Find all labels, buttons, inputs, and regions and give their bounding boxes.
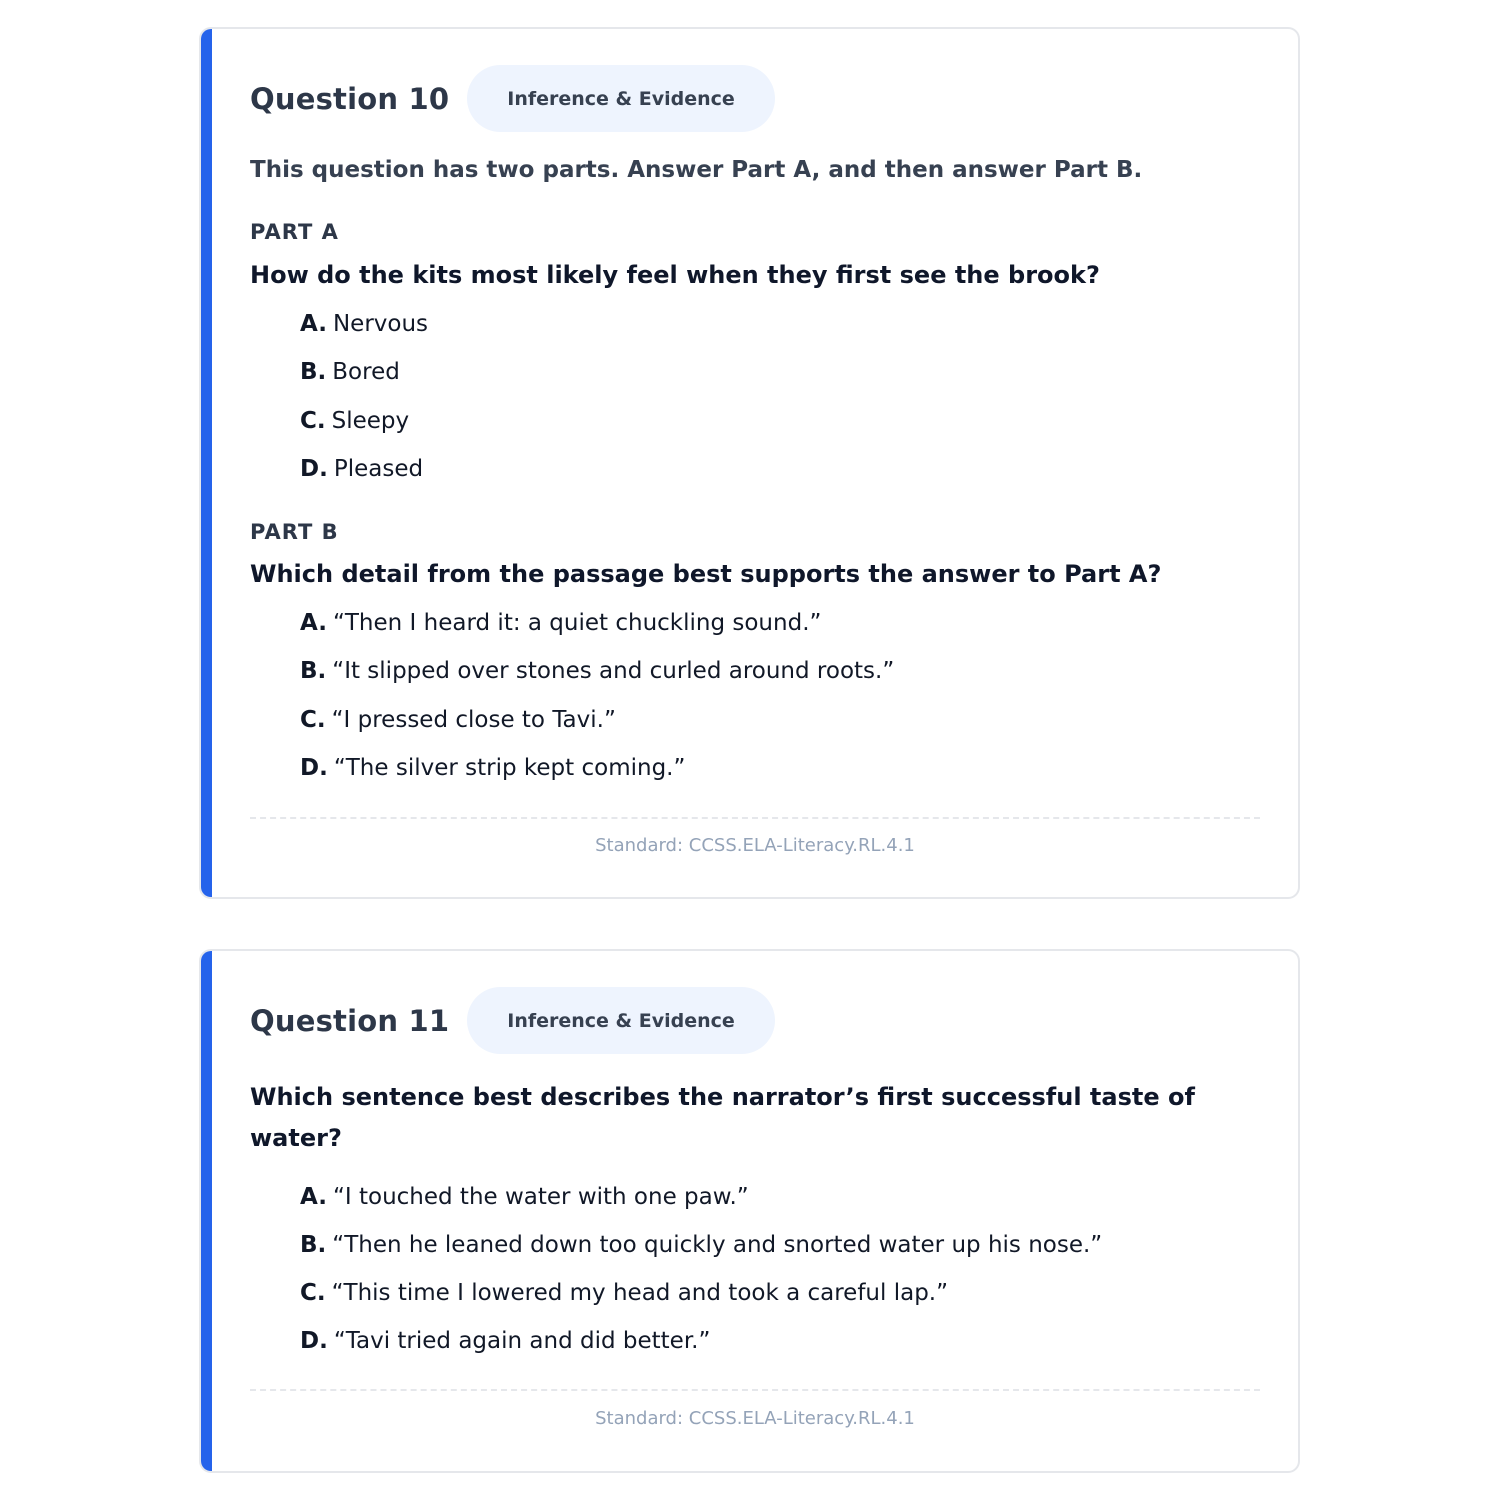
answer-option[interactable] [300,1328,710,1354]
option-text: “Then he leaned down too quickly and snorted water up his nose.” [332,1232,1103,1258]
option-letter: A. [300,1184,327,1210]
question-card-10 [199,27,1300,899]
standard-label: Standard: CCSS.ELA-Literacy.RL.4.1 [595,835,915,856]
answer-option[interactable] [300,408,409,434]
option-letter: A. [300,311,327,337]
option-text: “The silver strip kept coming.” [333,755,686,781]
option-letter: C. [300,1280,326,1306]
option-text: “I touched the water with one paw.” [332,1184,749,1210]
skill-tag: Inference & Evidence [467,987,775,1054]
answer-option[interactable] [300,610,821,636]
question-header [250,65,775,132]
option-letter: C. [300,707,326,733]
question-instructions: This question has two parts. Answer Part A, and then answer Part B. [250,157,1143,183]
part-b-label: PART B [250,520,339,544]
footer-divider [250,817,1260,819]
option-letter: B. [300,359,327,385]
answer-option[interactable] [300,1184,749,1210]
question-title: Question 11 [250,1003,450,1038]
option-text: “Then I heard it: a quiet chuckling sound.” [332,610,822,636]
answer-option[interactable] [300,1280,948,1306]
option-text: Bored [332,359,400,385]
option-letter: B. [300,658,327,684]
answer-option[interactable] [300,658,894,684]
option-text: Nervous [332,311,429,337]
answer-option[interactable] [300,707,616,733]
answer-option[interactable] [300,311,428,337]
footer-divider [250,1389,1260,1391]
skill-tag: Inference & Evidence [467,65,775,132]
answer-option[interactable] [300,755,685,781]
answer-option[interactable] [300,359,400,385]
option-text: “This time I lowered my head and took a careful lap.” [331,1280,949,1306]
option-text: “Tavi tried again and did better.” [333,1328,711,1354]
option-letter: D. [300,1328,328,1354]
part-a-prompt: How do the kits most likely feel when they first see the brook? [250,261,1100,289]
option-letter: B. [300,1232,327,1258]
question-prompt: Which sentence best describes the narrator’s first successful taste of water? [250,1083,1195,1152]
question-title: Question 10 [250,81,450,116]
standard-label: Standard: CCSS.ELA-Literacy.RL.4.1 [595,1408,915,1429]
option-letter: A. [300,610,327,636]
part-b-prompt: Which detail from the passage best supports the answer to Part A? [250,560,1162,588]
answer-option[interactable] [300,1232,1102,1258]
option-text: “I pressed close to Tavi.” [331,707,616,733]
question-card-11 [199,949,1300,1473]
question-header [250,987,775,1054]
part-a-label: PART A [250,220,339,244]
option-letter: D. [300,755,328,781]
option-letter: C. [300,408,326,434]
option-text: Pleased [333,456,424,482]
answer-option[interactable] [300,456,423,482]
option-text: “It slipped over stones and curled around roots.” [332,658,895,684]
option-text: Sleepy [331,408,410,434]
option-letter: D. [300,456,328,482]
